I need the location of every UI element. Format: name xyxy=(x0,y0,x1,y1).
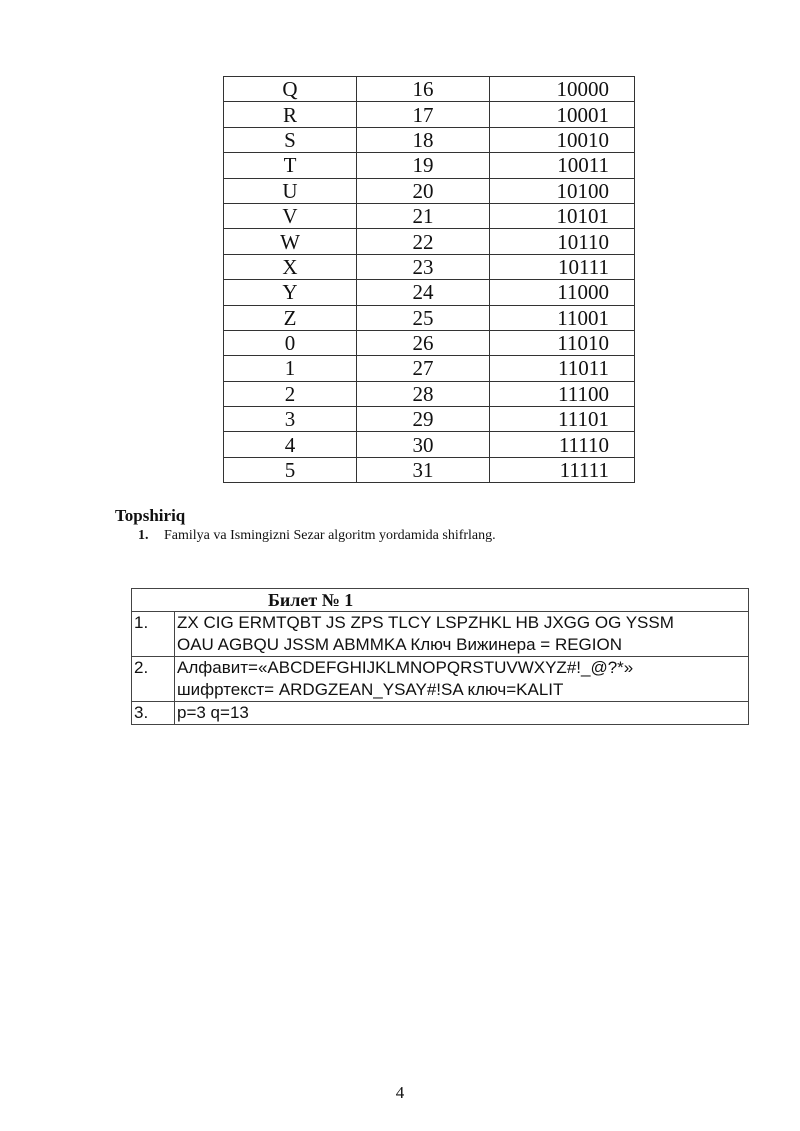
code-binary-cell: 10101 xyxy=(490,203,635,228)
ticket-row xyxy=(132,702,749,725)
code-table-row xyxy=(224,127,635,152)
code-letter-cell: U xyxy=(224,178,357,203)
code-table-row xyxy=(224,356,635,381)
ticket-row-content xyxy=(175,612,749,657)
code-letter-cell: 5 xyxy=(224,457,357,482)
ticket-table xyxy=(131,588,749,725)
code-table-row xyxy=(224,254,635,279)
code-binary-cell: 11101 xyxy=(490,407,635,432)
ticket-row-line: p=3 q=13 xyxy=(177,703,249,722)
code-table-row xyxy=(224,229,635,254)
code-decimal-cell: 20 xyxy=(357,178,490,203)
ticket-row-number: 1. xyxy=(132,612,175,657)
ticket-row-number: 3. xyxy=(132,702,175,725)
code-table-body xyxy=(224,77,635,483)
code-binary-cell: 10100 xyxy=(490,178,635,203)
code-table-row xyxy=(224,457,635,482)
code-table-row xyxy=(224,77,635,102)
code-decimal-cell: 22 xyxy=(357,229,490,254)
code-decimal-cell: 25 xyxy=(357,305,490,330)
code-letter-cell: X xyxy=(224,254,357,279)
ticket-row xyxy=(132,657,749,702)
code-table-row xyxy=(224,432,635,457)
code-table xyxy=(223,76,635,483)
code-binary-cell: 11010 xyxy=(490,330,635,355)
code-decimal-cell: 23 xyxy=(357,254,490,279)
ticket-row-line: OAU AGBQU JSSM ABMMKA Ключ Вижинера = REGION xyxy=(177,635,623,654)
code-table-row xyxy=(224,330,635,355)
code-binary-cell: 11001 xyxy=(490,305,635,330)
code-table-row xyxy=(224,280,635,305)
code-letter-cell: Z xyxy=(224,305,357,330)
code-decimal-cell: 18 xyxy=(357,127,490,152)
code-letter-cell: Q xyxy=(224,77,357,102)
ticket-row-line: Алфавит=«ABCDEFGHIJKLMNOPQRSTUVWXYZ#!_@?*» xyxy=(177,658,634,677)
assignment-heading: Topshiriq xyxy=(115,506,186,525)
code-table-row xyxy=(224,407,635,432)
ticket-row-line: ZX CIG ERMTQBT JS ZPS TLCY LSPZHKL HB JXGG OG YSSM xyxy=(177,613,674,632)
assignment-item-text: Familya va Ismingizni Sezar algoritm yordamida shifrlang. xyxy=(164,528,496,543)
code-binary-cell: 11110 xyxy=(490,432,635,457)
ticket-row-line: шифртекст= ARDGZEAN_YSAY#!SA ключ=KALIT xyxy=(177,680,564,699)
code-letter-cell: 4 xyxy=(224,432,357,457)
code-letter-cell: Y xyxy=(224,280,357,305)
code-table-row xyxy=(224,381,635,406)
code-letter-cell: S xyxy=(224,127,357,152)
code-letter-cell: W xyxy=(224,229,357,254)
code-decimal-cell: 16 xyxy=(357,77,490,102)
assignment-item xyxy=(138,528,496,544)
code-decimal-cell: 21 xyxy=(357,203,490,228)
code-letter-cell: 0 xyxy=(224,330,357,355)
code-decimal-cell: 28 xyxy=(357,381,490,406)
code-table-row xyxy=(224,153,635,178)
code-binary-cell: 10001 xyxy=(490,102,635,127)
code-binary-cell: 10000 xyxy=(490,77,635,102)
code-letter-cell: T xyxy=(224,153,357,178)
code-binary-cell: 10110 xyxy=(490,229,635,254)
code-letter-cell: R xyxy=(224,102,357,127)
code-decimal-cell: 24 xyxy=(357,280,490,305)
ticket-title: Билет № 1 xyxy=(132,589,749,612)
code-letter-cell: 2 xyxy=(224,381,357,406)
code-binary-cell: 11100 xyxy=(490,381,635,406)
code-binary-cell: 11011 xyxy=(490,356,635,381)
ticket-title-row xyxy=(132,589,749,612)
page-number: 4 xyxy=(395,1083,405,1102)
assignment-list xyxy=(138,528,496,544)
code-binary-cell: 10010 xyxy=(490,127,635,152)
code-decimal-cell: 17 xyxy=(357,102,490,127)
code-binary-cell: 10011 xyxy=(490,153,635,178)
ticket-row xyxy=(132,612,749,657)
code-table-row xyxy=(224,102,635,127)
code-binary-cell: 11000 xyxy=(490,280,635,305)
code-table-row xyxy=(224,203,635,228)
code-table-row xyxy=(224,305,635,330)
code-decimal-cell: 31 xyxy=(357,457,490,482)
code-binary-cell: 10111 xyxy=(490,254,635,279)
ticket-row-number: 2. xyxy=(132,657,175,702)
code-letter-cell: 1 xyxy=(224,356,357,381)
assignment-item-number: 1. xyxy=(138,528,149,543)
code-table-row xyxy=(224,178,635,203)
code-binary-cell: 11111 xyxy=(490,457,635,482)
code-letter-cell: 3 xyxy=(224,407,357,432)
code-decimal-cell: 19 xyxy=(357,153,490,178)
code-decimal-cell: 29 xyxy=(357,407,490,432)
ticket-row-content xyxy=(175,657,749,702)
code-decimal-cell: 30 xyxy=(357,432,490,457)
ticket-row-content xyxy=(175,702,749,725)
code-decimal-cell: 26 xyxy=(357,330,490,355)
code-decimal-cell: 27 xyxy=(357,356,490,381)
code-letter-cell: V xyxy=(224,203,357,228)
